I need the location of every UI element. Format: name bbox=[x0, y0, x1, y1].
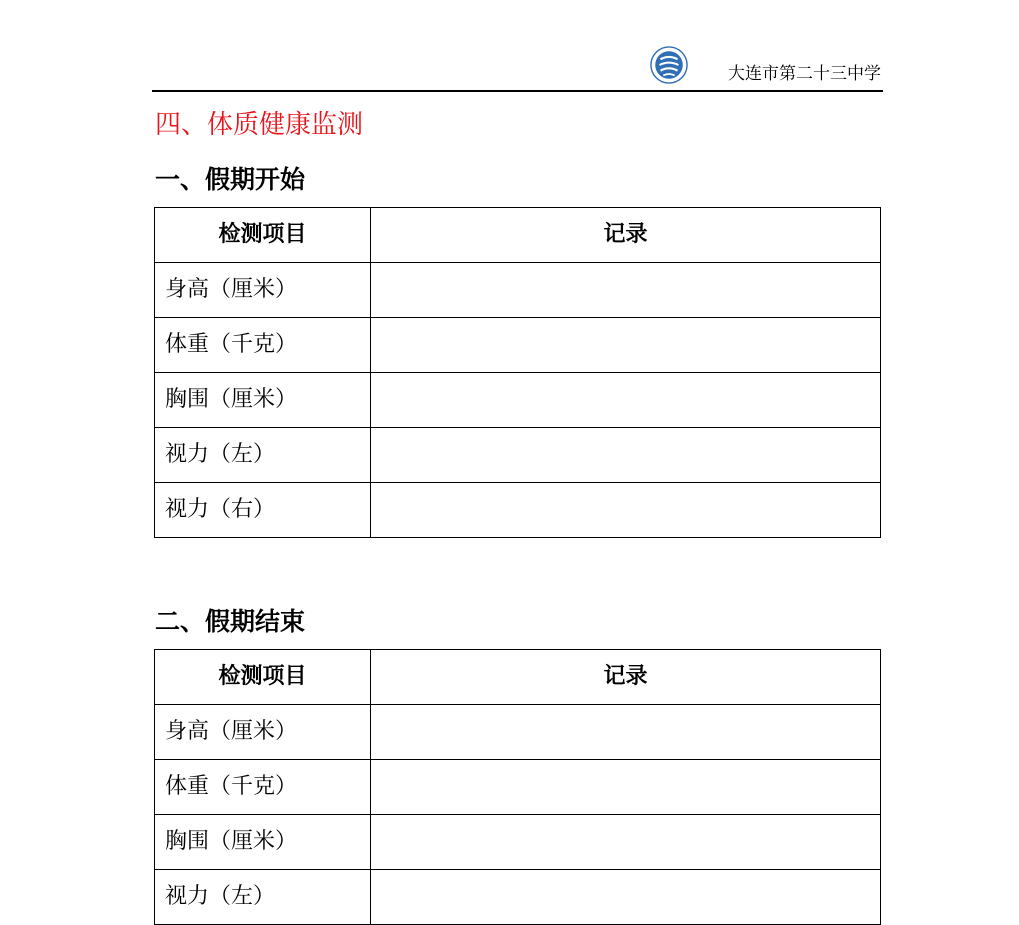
table-row bbox=[155, 870, 881, 925]
column-header-item: 检测项目 bbox=[155, 650, 371, 705]
table-row bbox=[155, 318, 881, 373]
item-cell: 体重（千克） bbox=[155, 318, 371, 373]
vacation-end-heading: 二、假期结束 bbox=[155, 607, 306, 636]
record-cell[interactable] bbox=[371, 870, 881, 925]
record-cell[interactable] bbox=[371, 263, 881, 318]
table-row bbox=[155, 373, 881, 428]
table-row bbox=[155, 760, 881, 815]
table-row bbox=[155, 815, 881, 870]
vacation-start-heading: 一、假期开始 bbox=[155, 165, 306, 194]
school-name: 大连市第二十三中学 bbox=[728, 64, 881, 84]
item-cell: 视力（左） bbox=[155, 870, 371, 925]
item-cell: 身高（厘米） bbox=[155, 705, 371, 760]
vacation-end-table bbox=[154, 649, 881, 925]
table-row bbox=[155, 705, 881, 760]
record-cell[interactable] bbox=[371, 760, 881, 815]
record-cell[interactable] bbox=[371, 815, 881, 870]
page-header bbox=[152, 40, 883, 92]
table-row bbox=[155, 428, 881, 483]
section-title: 四、体质健康监测 bbox=[155, 110, 364, 140]
table-header-row bbox=[155, 208, 881, 263]
vacation-start-table bbox=[154, 207, 881, 538]
school-emblem-icon bbox=[650, 46, 688, 84]
item-cell: 胸围（厘米） bbox=[155, 373, 371, 428]
item-cell: 视力（右） bbox=[155, 483, 371, 538]
item-cell: 视力（左） bbox=[155, 428, 371, 483]
record-cell[interactable] bbox=[371, 373, 881, 428]
column-header-record: 记录 bbox=[371, 650, 881, 705]
table-row bbox=[155, 483, 881, 538]
record-cell[interactable] bbox=[371, 428, 881, 483]
record-cell[interactable] bbox=[371, 483, 881, 538]
item-cell: 体重（千克） bbox=[155, 760, 371, 815]
table-row bbox=[155, 263, 881, 318]
column-header-record: 记录 bbox=[371, 208, 881, 263]
table-header-row bbox=[155, 650, 881, 705]
item-cell: 胸围（厘米） bbox=[155, 815, 371, 870]
record-cell[interactable] bbox=[371, 318, 881, 373]
record-cell[interactable] bbox=[371, 705, 881, 760]
item-cell: 身高（厘米） bbox=[155, 263, 371, 318]
column-header-item: 检测项目 bbox=[155, 208, 371, 263]
